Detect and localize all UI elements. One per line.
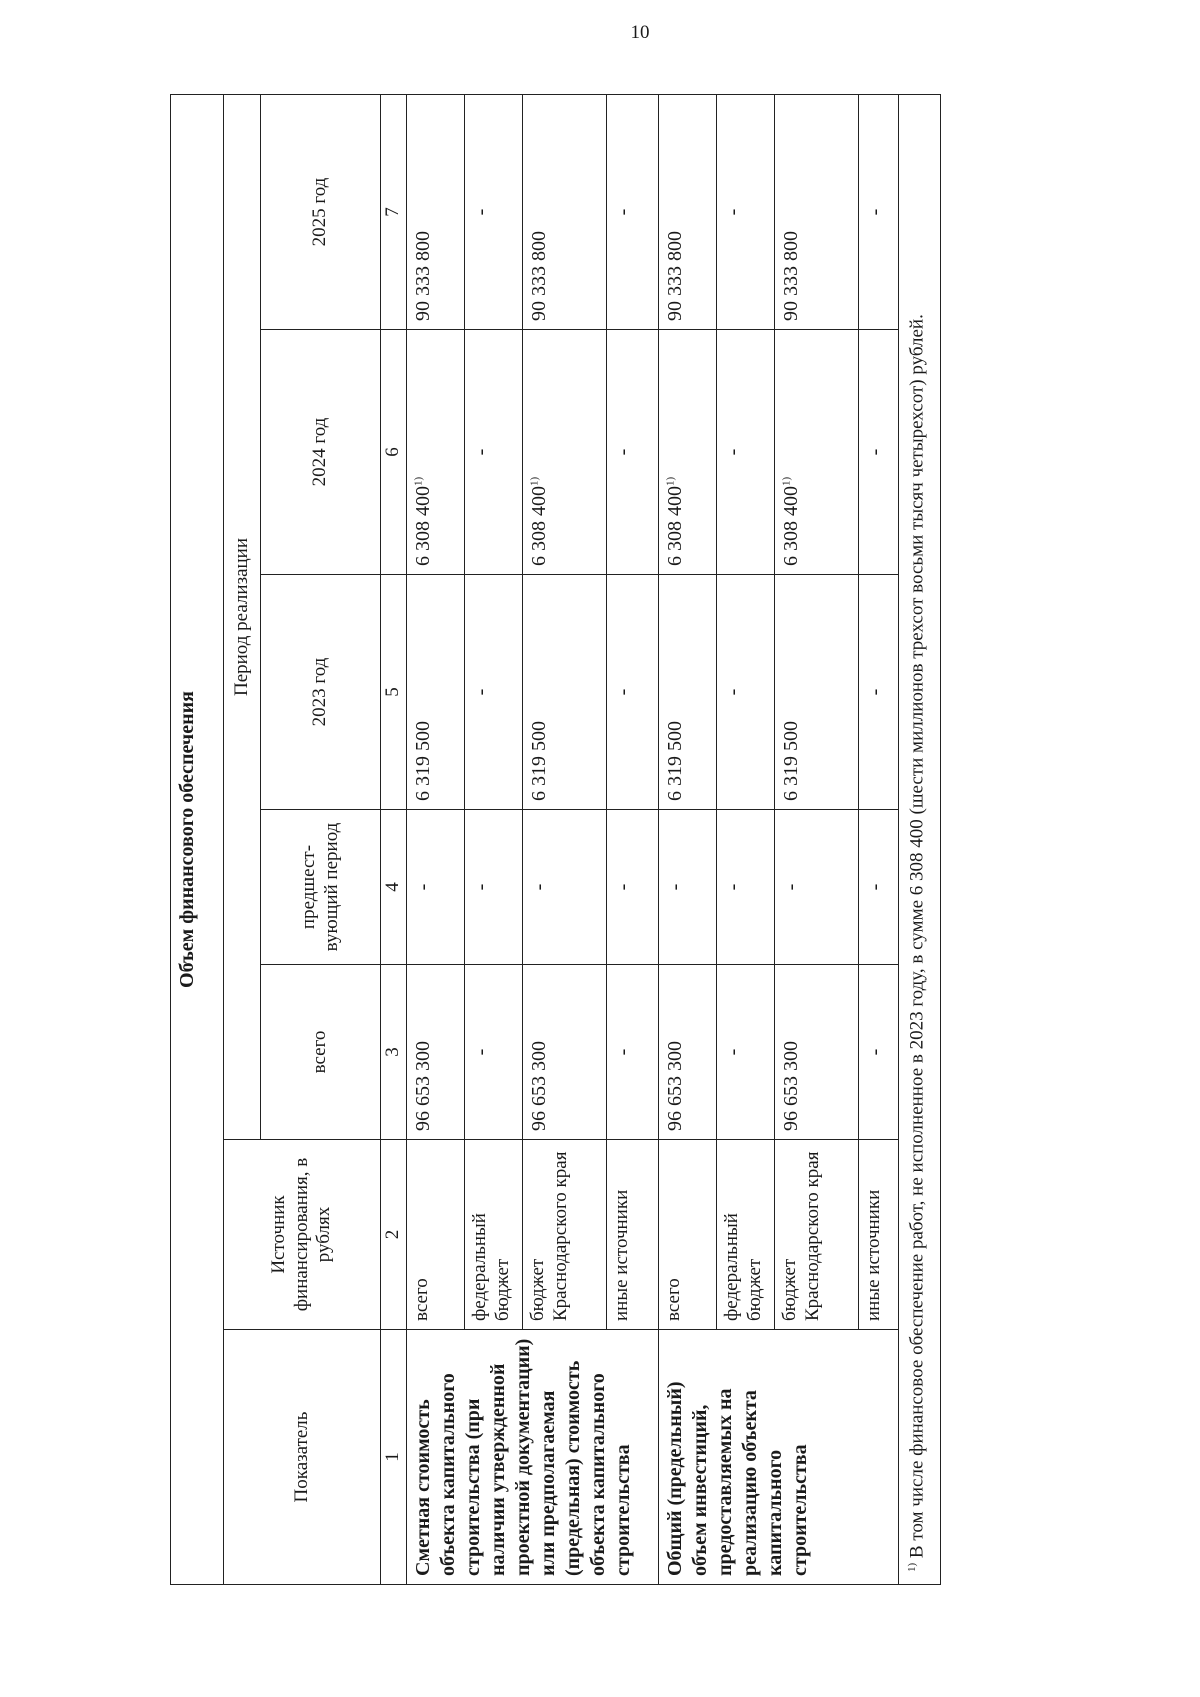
y2023-cell: 6 319 500 (406, 575, 464, 810)
footnote-ref: 1) (780, 476, 793, 486)
y2023-cell: - (716, 575, 774, 810)
y2025-cell: - (858, 94, 898, 329)
y2024-value: 6 308 400 (779, 486, 802, 566)
y2024-cell: - (716, 330, 774, 575)
y2024-value: 6 308 400 (663, 486, 686, 566)
column-index: 1 (381, 1330, 407, 1585)
source-cell: всего (406, 1140, 464, 1330)
indicator-cell: Общий (предельный) объем инвестиций, предоставляемых на реализацию объекта капитального строительства (658, 1330, 898, 1585)
footnote-row (898, 94, 940, 1584)
header-indicator: Показатель (224, 1330, 381, 1585)
y2024-cell: - (858, 330, 898, 575)
previous-cell: - (774, 810, 858, 965)
footnote-mark: 1) (905, 1562, 918, 1572)
financing-table (170, 94, 941, 1585)
column-index: 7 (381, 94, 407, 329)
rotated-financing-table-wrapper (170, 95, 1035, 1585)
source-cell: всего (658, 1140, 716, 1330)
y2023-cell: - (464, 575, 522, 810)
footnote (898, 94, 940, 1584)
y2023-cell: 6 319 500 (658, 575, 716, 810)
y2025-cell: - (606, 94, 658, 329)
column-index: 3 (381, 965, 407, 1140)
page-number: 10 (630, 22, 650, 43)
table-row (406, 94, 464, 1584)
column-index: 6 (381, 330, 407, 575)
footnote-ref: 1) (412, 476, 425, 486)
previous-cell: - (406, 810, 464, 965)
source-cell: федеральный бюджет (464, 1140, 522, 1330)
total-cell: 96 653 300 (774, 965, 858, 1140)
total-cell: - (716, 965, 774, 1140)
y2025-cell: 90 333 800 (774, 94, 858, 329)
total-cell: - (464, 965, 522, 1140)
table-row (658, 94, 716, 1584)
header-total: всего (261, 965, 381, 1140)
y2023-cell: - (606, 575, 658, 810)
y2025-cell: - (464, 94, 522, 329)
total-cell: - (606, 965, 658, 1140)
previous-cell: - (606, 810, 658, 965)
y2024-cell (406, 330, 464, 575)
y2024-cell (774, 330, 858, 575)
y2024-value: 6 308 400 (411, 486, 434, 566)
total-cell: 96 653 300 (406, 965, 464, 1140)
previous-cell: - (658, 810, 716, 965)
source-cell: федеральный бюджет (716, 1140, 774, 1330)
previous-cell: - (522, 810, 606, 965)
column-index: 4 (381, 810, 407, 965)
column-index: 5 (381, 575, 407, 810)
footnote-ref: 1) (528, 476, 541, 486)
y2023-cell: - (858, 575, 898, 810)
previous-cell: - (716, 810, 774, 965)
indicator-cell: Сметная стоимость объекта капитального строительства (при наличии утвержденной проектной документации) или предполагаемая (предельная) стоимость объекта капитального строительства (406, 1330, 658, 1585)
source-cell: иные источники (606, 1140, 658, 1330)
header-source: Источник финансирования, в рублях (224, 1140, 381, 1330)
y2025-cell: 90 333 800 (522, 94, 606, 329)
y2024-cell (658, 330, 716, 575)
footnote-ref: 1) (664, 476, 677, 486)
y2025-cell: 90 333 800 (406, 94, 464, 329)
footnote-text: В том числе финансовое обеспечение работ, не исполненное в 2023 году, в сумме 6 308 400 (шести миллионов трехсот восьми тысяч четырехсот) рублей. (906, 314, 928, 1563)
source-cell: бюджет Краснодарского края (522, 1140, 606, 1330)
y2023-cell: 6 319 500 (522, 575, 606, 810)
y2024-cell (522, 330, 606, 575)
total-cell: 96 653 300 (658, 965, 716, 1140)
header-2023: 2023 год (261, 575, 381, 810)
total-cell: 96 653 300 (522, 965, 606, 1140)
previous-cell: - (858, 810, 898, 965)
header-2025: 2025 год (261, 94, 381, 329)
total-cell: - (858, 965, 898, 1140)
source-cell: иные источники (858, 1140, 898, 1330)
header-previous: предшест-вующий период (261, 810, 381, 965)
column-index: 2 (381, 1140, 407, 1330)
table-caption: Объем финансового обеспечения (171, 94, 224, 1584)
y2025-cell: 90 333 800 (658, 94, 716, 329)
previous-cell: - (464, 810, 522, 965)
header-period-group: Период реализации (224, 94, 261, 1139)
y2023-cell: 6 319 500 (774, 575, 858, 810)
y2025-cell: - (716, 94, 774, 329)
column-index-row (381, 94, 407, 1584)
y2024-cell: - (464, 330, 522, 575)
y2024-cell: - (606, 330, 658, 575)
header-2024: 2024 год (261, 330, 381, 575)
source-cell: бюджет Краснодарского края (774, 1140, 858, 1330)
y2024-value: 6 308 400 (527, 486, 550, 566)
